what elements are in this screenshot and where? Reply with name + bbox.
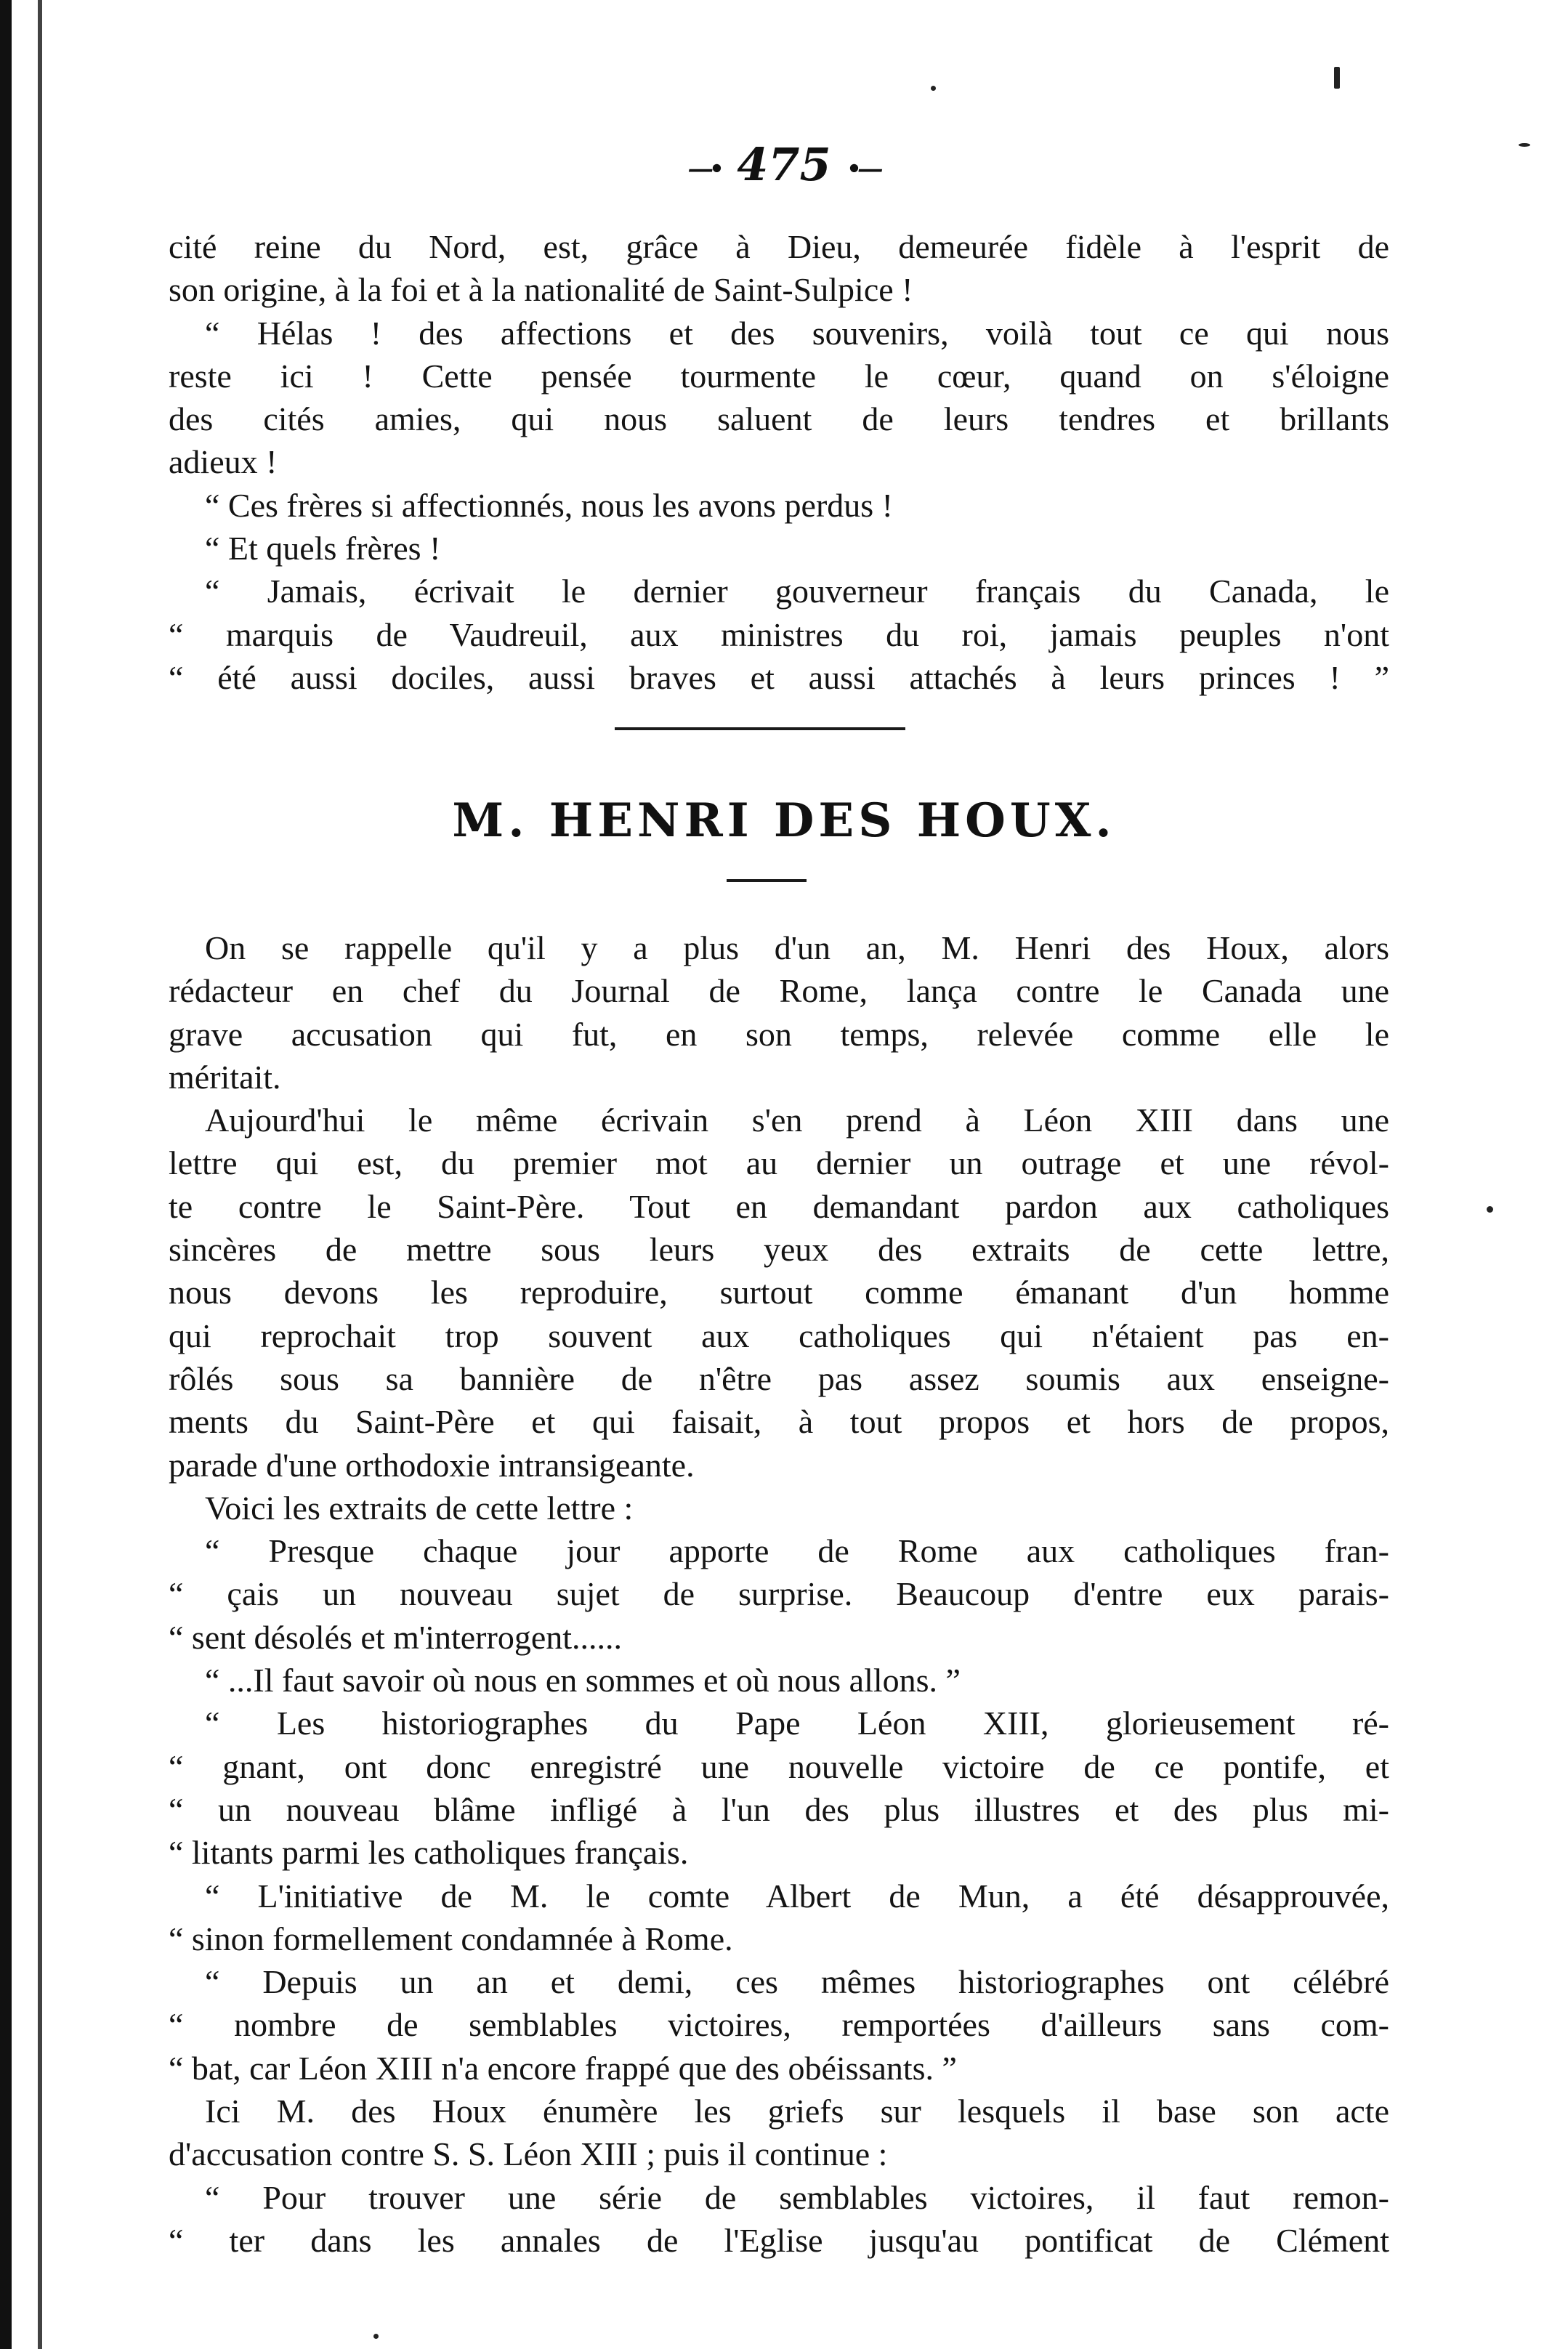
text-line: sincères de mettre sous leurs yeux des extraits de cette lettre,: [169, 1231, 1389, 1269]
scan-speck: [373, 2334, 379, 2339]
quote-line: “ gnant, ont donc enregistré une nouvelle victoire de ce pontife, et: [169, 1747, 1389, 1785]
folio-ornament-right: •―: [846, 155, 879, 182]
section-heading: M. HENRI DES HOUX.: [452, 793, 1116, 848]
quote-line: “ bat, car Léon XIII n'a encore frappé que des obéissants. ”: [169, 2049, 957, 2087]
quote-line: “ sent désolés et m'interrogent......: [169, 1618, 623, 1656]
page-number-text: 475: [737, 138, 831, 191]
text-line: nous devons les reproduire, surtout comme émanant d'un homme: [169, 1274, 1389, 1311]
text-line: rédacteur en chef du Journal de Rome, lança contre le Canada une: [169, 972, 1389, 1010]
text-line: “ Hélas ! des affections et des souvenirs, voilà tout ce qui nous: [205, 314, 1389, 352]
text-line: On se rappelle qu'il y a plus d'un an, M. Henri des Houx, alors: [205, 929, 1389, 966]
quote-line: “ L'initiative de M. le comte Albert de Mun, a été désapprouvée,: [205, 1877, 1389, 1915]
text-line: “ Jamais, écrivait le dernier gouverneur français du Canada, le: [205, 573, 1389, 610]
article-body: [169, 926, 1389, 2262]
text-line: des cités amies, qui nous saluent de leurs tendres et brillants: [169, 400, 1389, 438]
text-line: qui reprochait trop souvent aux catholiques qui n'étaient pas en-: [169, 1317, 1389, 1354]
text-line: te contre le Saint-Père. Tout en demandant pardon aux catholiques: [169, 1187, 1389, 1225]
text-line: Ici M. des Houx énumère les griefs sur lesquels il base son acte: [205, 2093, 1389, 2130]
text-line: adieux !: [169, 443, 278, 481]
text-line: “ Ces frères si affectionnés, nous les avons perdus !: [205, 486, 893, 524]
text-line: Aujourd'hui le même écrivain s'en prend à Léon XIII dans une: [205, 1101, 1389, 1139]
text-line: parade d'une orthodoxie intransigeante.: [169, 1446, 695, 1484]
quote-line: “ nombre de semblables victoires, remportées d'ailleurs sans com-: [169, 2006, 1389, 2044]
quote-line: “ Pour trouver une série de semblables victoires, il faut remon-: [205, 2178, 1389, 2216]
quote-line: “ un nouveau blâme infligé à l'un des plus illustres et des plus mi-: [169, 1790, 1389, 1828]
folio-ornament-left: ―•: [689, 155, 722, 182]
text-line: “ Et quels frères !: [205, 530, 441, 567]
text-line: grave accusation qui fut, en son temps, relevée comme elle le: [169, 1015, 1389, 1053]
heading-underline: [727, 879, 807, 882]
quote-line: “ Depuis un an et demi, ces mêmes historiographes ont célébré: [205, 1963, 1389, 2001]
text-line: méritait.: [169, 1058, 281, 1096]
text-line: “ été aussi dociles, aussi braves et aussi attachés à leurs princes ! ”: [169, 658, 1389, 696]
quote-line: “ Les historiographes du Pape Léon XIII, glorieusement ré-: [205, 1705, 1389, 1742]
text-line: lettre qui est, du premier mot au dernier un outrage et une révol-: [169, 1144, 1389, 1182]
quote-line: “ Presque chaque jour apporte de Rome aux catholiques fran-: [205, 1532, 1389, 1570]
scan-speck: [1519, 143, 1530, 147]
section-divider: [615, 727, 905, 730]
scan-speck: [931, 86, 936, 91]
page-number: [0, 138, 1568, 191]
quote-line: “ çais un nouveau sujet de surprise. Beaucoup d'entre eux parais-: [169, 1575, 1389, 1613]
scan-speck: [1487, 1206, 1493, 1213]
text-line: son origine, à la foi et à la nationalité de Saint-Sulpice !: [169, 271, 913, 309]
book-gutter-shadow: [0, 0, 12, 2349]
text-line: reste ici ! Cette pensée tourmente le cœur, quand on s'éloigne: [169, 357, 1389, 395]
text-line: “ marquis de Vaudreuil, aux ministres du roi, jamais peuples n'ont: [169, 615, 1389, 653]
quote-line: “ litants parmi les catholiques français.: [169, 1834, 689, 1872]
quote-line: “ ...Il faut savoir où nous en sommes et où nous allons. ”: [205, 1662, 961, 1699]
text-line: rôlés sous sa bannière de n'être pas assez soumis aux enseigne-: [169, 1359, 1389, 1397]
scan-speck: [1334, 67, 1340, 89]
text-line: d'accusation contre S. S. Léon XIII ; puis il continue :: [169, 2135, 888, 2173]
text-line: cité reine du Nord, est, grâce à Dieu, demeurée fidèle à l'esprit de: [169, 228, 1389, 265]
quote-line: “ ter dans les annales de l'Eglise jusqu'au pontificat de Clément: [169, 2221, 1389, 2259]
continuation-text: [169, 225, 1389, 699]
text-line: ments du Saint-Père et qui faisait, à tout propos et hors de propos,: [169, 1403, 1389, 1441]
text-line: Voici les extraits de cette lettre :: [205, 1489, 634, 1527]
book-gutter-line: [38, 0, 42, 2349]
quote-line: “ sinon formellement condamnée à Rome.: [169, 1920, 733, 1957]
